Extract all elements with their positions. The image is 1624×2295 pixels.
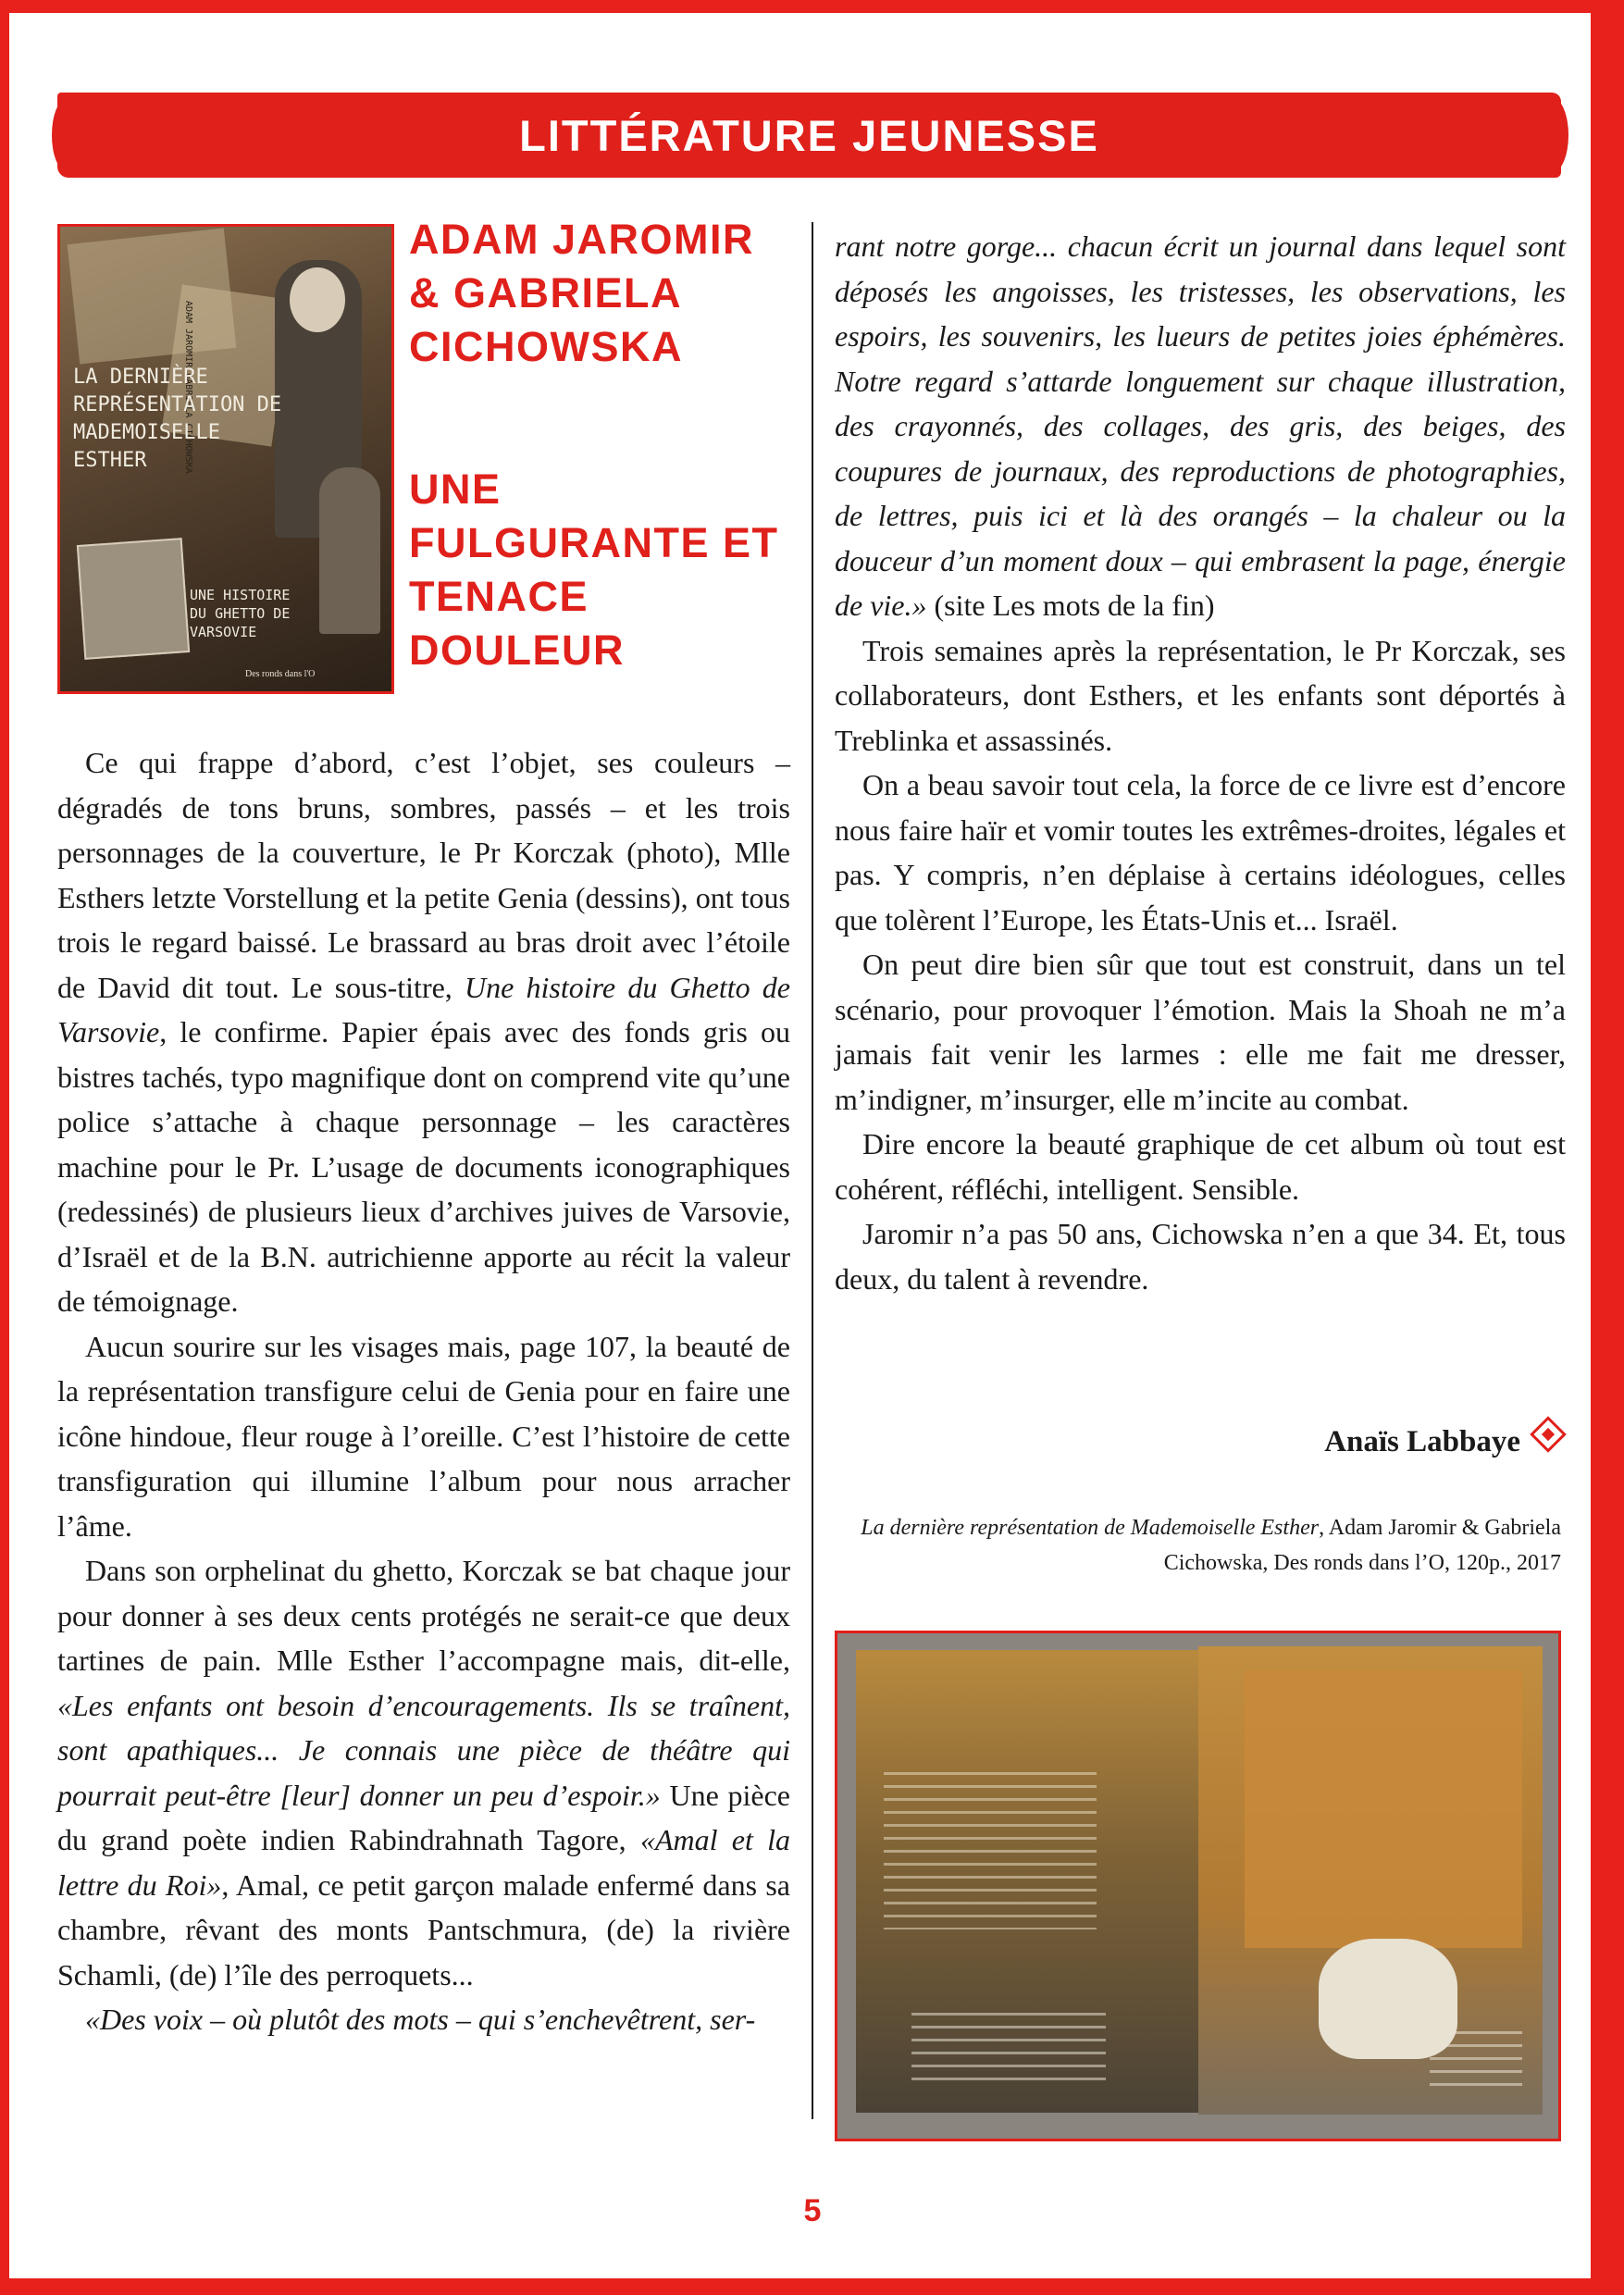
article-paragraph: Ce qui frappe d’abord, c’est l’objet, ses couleurs – dégradés de tons bruns, sombres, passés – et les trois personnages de la couverture, le Pr Korczak (photo), Mlle Esthers letzte Vorstellung et la petite Genia (dessins), ont tous trois le regard baissé. Le brassard au bras droit avec l’étoile de David dit tout. Le sous-titre, Une histoire du Ghetto de Varsovie, le confirme. Papier épais avec des fonds gris ou bistres tachés, typo magnifique dont on comprend vite qu’une police s’attache à chaque personnage – les caractères machine pour le Pr. L’usage de documents iconographiques (redessinés) de plusieurs lieux d’archives juives de Varsovie, d’Israël et de la B.N. autrichienne apporte au récit la valeur de témoignage.	[57, 746, 791, 1318]
section-title: LITTÉRATURE JEUNESSE	[519, 110, 1099, 160]
article-authors-heading: ADAM JAROMIR & GABRIELA CICHOWSKA	[409, 216, 754, 370]
article-paragraph: On peut dire bien sûr que tout est construit, dans un tel scénario, pour provoquer l’émotion. Mais la Shoah ne m’a jamais fait venir les larmes : elle me fait me dresser, m’indigner, m’insurger, elle m’incite au combat.	[835, 948, 1566, 1116]
page-frame-right	[1591, 0, 1624, 2295]
section-banner	[57, 93, 1561, 178]
page-frame-bottom	[0, 2278, 1624, 2295]
article-paragraph: Aucun sourire sur les visages mais, page 107, la beauté de la représentation transfigure celui de Genia pour en faire une icône hindoue, fleur rouge à l’oreille. C’est l’histoire de cette transfiguration qui illumine l’album pour nous arracher l’âme.	[57, 1329, 790, 1543]
book-caption: La dernière représentation de Mademoiselle Esther, Adam Jaromir & Gabriela Cichowska, Des ronds dans l’O, 120p., 2017	[861, 1516, 1561, 1575]
article-paragraph: On a beau savoir tout cela, la force de ce livre est d’encore nous faire haïr et vomir toutes les extrêmes-droites, légales et pas. Y compris, n’en déplaise à certains idéologues, celles que tolèrent l’Europe, les États-Unis et... Israël.	[835, 768, 1566, 937]
cover-publisher: Des ronds dans l'O	[245, 669, 316, 679]
korczak-photo	[77, 538, 190, 660]
author-signature	[835, 1425, 1561, 1459]
book-spread-photo	[835, 1631, 1561, 2141]
article-title: UNE FULGURANTE ET TENACE DOULEUR	[409, 465, 779, 674]
article-paragraph: rant notre gorge... chacun écrit un journal dans lequel sont déposés les angoisses, les tristesses, les observations, les espoirs, les souvenirs, les lueurs de petites joies éphémères. Notre regard s’attarde longuement sur chaque illustration, des crayonnés, des collages, des gris, des beiges, des coupures de journaux, des reproductions de photographies, de lettres, puis ici et là des orangés – la chaleur ou la douceur d’un moment doux – qui embrasent la page, énergie de vie.» (site Les mots de la fin)	[835, 230, 1566, 622]
left-column-text	[57, 740, 790, 2042]
article-paragraph: «Des voix – où plutôt des mots – qui s’enchevêtrent, ser-	[85, 2003, 756, 2036]
cover-authors: ADAM JAROMIR GABRIELA CICHOWSKA	[183, 301, 193, 474]
article-paragraph: Trois semaines après la représentation, le Pr Korczak, ses collaborateurs, dont Esthers, et les enfants sont déportés à Treblinka et assassinés.	[835, 633, 1566, 757]
right-column-text	[835, 224, 1566, 1301]
article-paragraph: Jaromir n’a pas 50 ans, Cichowska n’en a que 34. Et, tous deux, du talent à revendre.	[835, 1217, 1566, 1296]
column-divider	[812, 222, 813, 2119]
article-paragraph: Dire encore la beauté graphique de cet album où tout est cohérent, réfléchi, intelligent. Sensible.	[835, 1127, 1566, 1206]
book-cover-image	[57, 224, 394, 694]
page-frame-left	[0, 0, 9, 2295]
page-number: 5	[803, 2193, 822, 2228]
cover-subtitle: UNE HISTOIRE DU GHETTO DE VARSOVIE	[190, 587, 291, 640]
diamond-icon	[1530, 1416, 1567, 1453]
page-frame-top	[0, 0, 1624, 13]
article-paragraph: Dans son orphelinat du ghetto, Korczak se bat chaque jour pour donner à ses deux cents protégés ne serait-ce que deux tartines de pain. Mlle Esther l’accompagne mais, dit-elle, «Les enfants ont besoin d’encouragements. Ils se traînent, sont apathiques... Je connais une pièce de théâtre qui pourrait peut-être [leur] donner un peu d’espoir.» Une pièce du grand poète indien Rabindrahnath Tagore, «Amal et la lettre du Roi», Amal, ce petit garçon malade enfermé dans sa chambre, rêvant des monts Pantschmura, (de) la rivière Schamli, (de) l’île des perroquets...	[57, 1554, 791, 1991]
signature-name: Anaïs Labbaye	[1324, 1425, 1520, 1458]
cover-title: LA DERNIÈRE REPRÉSENTATION DE MADEMOISELLE ESTHER	[73, 366, 282, 472]
